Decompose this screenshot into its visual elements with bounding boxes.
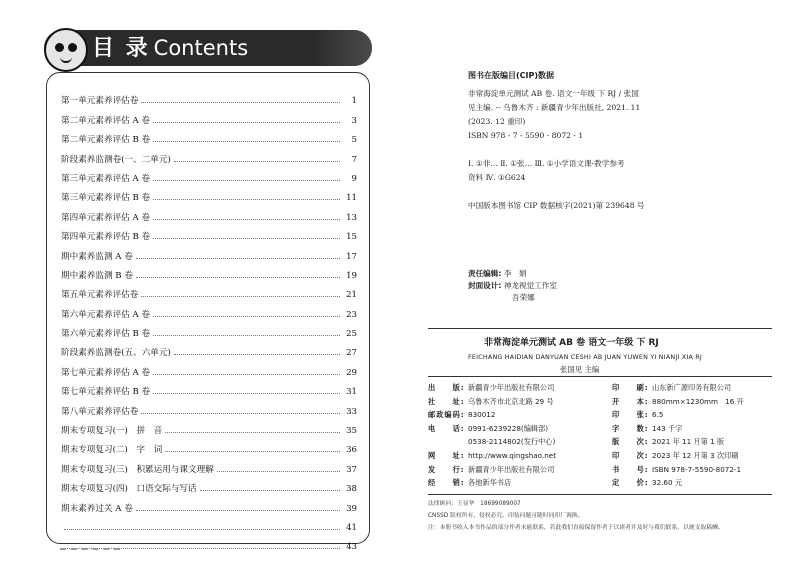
publish-label: 印 刷: [612,383,649,392]
toc-entry-page: 7 [351,154,357,165]
divider-mid [428,376,772,377]
toc-entry[interactable] [61,436,357,455]
toc-entry-page: 41 [346,522,357,533]
toc-entry-title: 期末专项复习(四) 口语交际与写话 [61,484,197,495]
toc-leader [200,490,340,491]
cover-design-2: 吾荣娜 [512,293,535,302]
book-pinyin: FEICHANG HAIDIAN DANYUAN CESHI AB JUAN YUWEN YI NIANJI XIA RJ [468,353,702,361]
mascot-icon [44,28,88,72]
toc-entry-page: 25 [346,329,357,340]
toc-entry-page: 5 [351,135,357,146]
publish-value: 6.5 [652,410,664,420]
publish-label: 社 址: [428,396,465,406]
toc-entry-page: 9 [351,173,357,184]
cip-line: Ⅰ. ①非… Ⅱ. ①张… Ⅲ. ①小学语文课-教学参考 [468,159,625,168]
publish-row [428,449,556,463]
legal-advisor: 法律顾问：王显华 18699089007 [428,501,521,507]
publish-row [428,476,556,490]
toc-leader [153,141,340,142]
toc-entry[interactable] [61,165,357,184]
toc-entry-title: 阶段素养监测卷(一、二单元) [61,154,171,165]
toc-leader [64,529,340,530]
toc-leader [153,316,340,317]
publish-value: 32.60 元 [652,478,683,488]
publish-label: 经 销: [428,478,465,488]
toc-entry[interactable] [61,455,357,474]
publish-value: 2023 年 12 月第 3 次印刷 [652,450,739,460]
toc-entry-page: 29 [346,367,357,378]
publish-value: 山东新广源印务有限公司 [652,383,732,392]
publish-value: 新疆青少年出版社有限公司 [468,383,555,392]
toc-leader [136,277,340,278]
publish-label: 印 次: [612,450,649,460]
publish-label: 书 号: [612,464,649,474]
publish-row [428,408,556,422]
cut-line [60,548,120,554]
publish-row [612,422,744,436]
toc-leader [153,335,340,336]
toc-entry[interactable] [61,300,357,319]
toc-entry-title: 期末专项复习(二) 字 词 [61,445,163,456]
toc-entry-page: 43 [346,542,357,553]
toc-leader [136,258,340,259]
toc-entry-page: 38 [346,484,357,495]
publish-row [612,449,744,463]
toc-entry-title: 第五单元素养评估卷 [61,290,139,301]
toc-entry-page: 21 [346,290,357,301]
toc-entry-title: 期末专项复习(三) 积累运用与课文理解 [61,464,214,475]
toc-entry-title: 第四单元素养评估 B 卷 [61,232,151,243]
toc-entry-title: 第七单元素养评估 B 卷 [61,387,151,398]
toc-entry-title: 第三单元素养评估 A 卷 [61,173,151,184]
publish-label: 字 数: [612,423,649,433]
toc-entry[interactable] [61,417,357,436]
publish-info-left [428,381,556,490]
toc-entry-page: 3 [351,115,357,126]
toc-leader [141,102,340,103]
toc-leader [153,122,340,123]
toc-leader [153,374,340,375]
toc-entry-page: 35 [346,426,357,437]
publish-info-right [612,381,744,490]
toc-entry-title: 第七单元素养评估 A 卷 [61,367,151,378]
publish-label: 邮政编码: [428,410,465,420]
toc-entry-title: 第六单元素养评估 A 卷 [61,309,151,320]
toc-entry-title: 第三单元素养评估 B 卷 [61,193,151,204]
toc-entry-page: 27 [346,348,357,359]
copyright-notice: CNSSD 版权所有，侵权必究。印装问题可随时同印厂调换。 [428,513,584,519]
toc-leader [153,238,340,239]
publish-value: 乌鲁木齐市北京北路 29 号 [468,396,554,406]
toc-entry-title: 第二单元素养评估 A 卷 [61,115,151,126]
publish-value: 0991-6239228(编辑部) [468,423,549,433]
toc-entry[interactable] [61,514,357,533]
cip-title: 图书在版编目(CIP)数据 [468,71,555,80]
toc-entry-page: 19 [346,270,357,281]
toc-entry[interactable] [61,87,357,106]
publish-label: 网 址: [428,450,465,460]
toc-entry[interactable] [61,320,357,339]
toc-leader [141,413,340,414]
publish-value: 2021 年 11 月第 1 版 [652,437,725,447]
toc-entry[interactable] [61,145,357,164]
publish-row [428,422,556,436]
toc-entry-title: 第二单元素养评估 B 卷 [61,135,151,146]
publish-value: 新疆青少年出版社有限公司 [468,464,555,474]
duty-editor: 责任编辑: 李 娟 [468,269,527,278]
publish-row [612,395,744,409]
toc-list [61,87,357,552]
toc-leader [141,296,340,297]
toc-entry-page: 37 [346,464,357,475]
publish-label: 定 价: [612,478,649,488]
toc-entry-page: 11 [346,193,357,204]
toc-leader [165,451,340,452]
toc-entry[interactable] [61,358,357,377]
toc-entry-title: 期中素养监测 A 卷 [61,251,133,262]
author-notice: 注：本册书收入本书作品的部分作者未能联系，若此我们直接保留作者于以诸者并及时与我们联系，以便支取稿酬。 [428,525,724,531]
toc-leader [217,471,340,472]
publish-value: 0538-2114802(发行中心) [468,437,556,447]
page-title [92,33,248,64]
toc-entry-title: 阶段素养监测卷(五、六单元) [61,348,171,359]
cip-line: 非常海淀单元测试 AB 卷. 语文一年级 下 RJ / 张国 [468,89,639,98]
divider-bottom [428,494,772,495]
publish-label: 开 本: [612,396,649,406]
cip-line: 资料 Ⅳ. ①G624 [468,173,526,182]
toc-entry[interactable] [61,378,357,397]
toc-entry[interactable] [61,126,357,145]
publish-label: 出 版: [428,383,465,392]
publish-row [612,408,744,422]
toc-leader [153,393,340,394]
toc-leader [153,219,340,220]
publish-value: ISBN 978-7-5590-8072-1 [652,464,742,474]
toc-entry-title: 第一单元素养评估卷 [61,96,139,107]
toc-entry-page: 1 [351,96,357,107]
book-title: 非常海淀单元测试 AB 卷 语文一年级 下 RJ [484,338,659,348]
toc-box [46,72,370,553]
publish-row [428,435,556,449]
publish-row [428,395,556,409]
publish-value: 各地新华书店 [468,478,512,488]
book-editor: 张国见 主编 [560,365,600,374]
toc-leader [136,510,340,511]
publish-label [428,435,468,449]
toc-entry[interactable] [61,281,357,300]
toc-entry[interactable] [61,475,357,494]
title-en: Contents [153,36,249,60]
toc-entry-page: 36 [346,445,357,456]
toc-entry-title: 第八单元素养评估卷 [61,406,139,417]
toc-leader [153,199,340,200]
toc-entry[interactable] [61,203,357,222]
publish-row [612,463,744,477]
publish-row [428,463,556,477]
toc-entry[interactable] [61,242,357,261]
toc-entry-title: 第六单元素养评估 B 卷 [61,329,151,340]
publish-label: 发 行: [428,464,465,474]
toc-entry-page: 13 [346,212,357,223]
toc-leader [174,354,340,355]
cip-line: 中国版本图书馆 CIP 数据核字(2021)第 239648 号 [468,201,645,210]
publish-value: 143 千字 [652,423,683,433]
toc-entry[interactable] [61,106,357,125]
toc-entry-page: 17 [346,251,357,262]
toc-entry[interactable] [61,494,357,513]
toc-entry-page: 15 [346,232,357,243]
publish-value: 880mm×1230mm 16 开 [652,396,744,406]
copyright-page [400,0,800,566]
publish-row [428,381,556,395]
cip-line: (2023. 12 重印) [468,117,526,126]
toc-entry-title: 第四单元素养评估 A 卷 [61,212,151,223]
publish-label: 电 话: [428,423,465,433]
toc-entry[interactable] [61,397,357,416]
publish-row [612,381,744,395]
toc-leader [165,432,340,433]
toc-entry[interactable] [61,223,357,242]
toc-entry-title: 期中素养监测 B 卷 [61,270,133,281]
publish-value: http://www.qingshao.net [468,450,557,460]
toc-entry-page: 23 [346,309,357,320]
cip-line: ISBN 978 - 7 - 5590 - 8072 - 1 [468,131,584,140]
publish-label: 版 次: [612,437,649,447]
divider-top [428,328,772,329]
publish-row [612,476,744,490]
cip-line: 见主编. -- 乌鲁木齐 : 新疆青少年出版社, 2021. 11 [468,103,641,112]
toc-entry-page: 33 [346,406,357,417]
toc-entry[interactable] [61,184,357,203]
publish-row [612,435,744,449]
toc-leader [153,180,340,181]
toc-entry-title: 期末专项复习(一) 拼 音 [61,426,163,437]
cover-design: 封面设计: 神龙视觉工作室 [468,281,557,290]
toc-entry-page: 39 [346,503,357,514]
toc-entry[interactable] [61,262,357,281]
toc-entry-page: 31 [346,387,357,398]
toc-entry-title: 期末素养过关 A 卷 [61,503,133,514]
toc-leader [174,161,340,162]
toc-entry[interactable] [61,339,357,358]
title-cn: 目 录 [92,36,150,61]
publish-value: 830012 [468,410,496,420]
publish-label: 印 张: [612,410,649,420]
